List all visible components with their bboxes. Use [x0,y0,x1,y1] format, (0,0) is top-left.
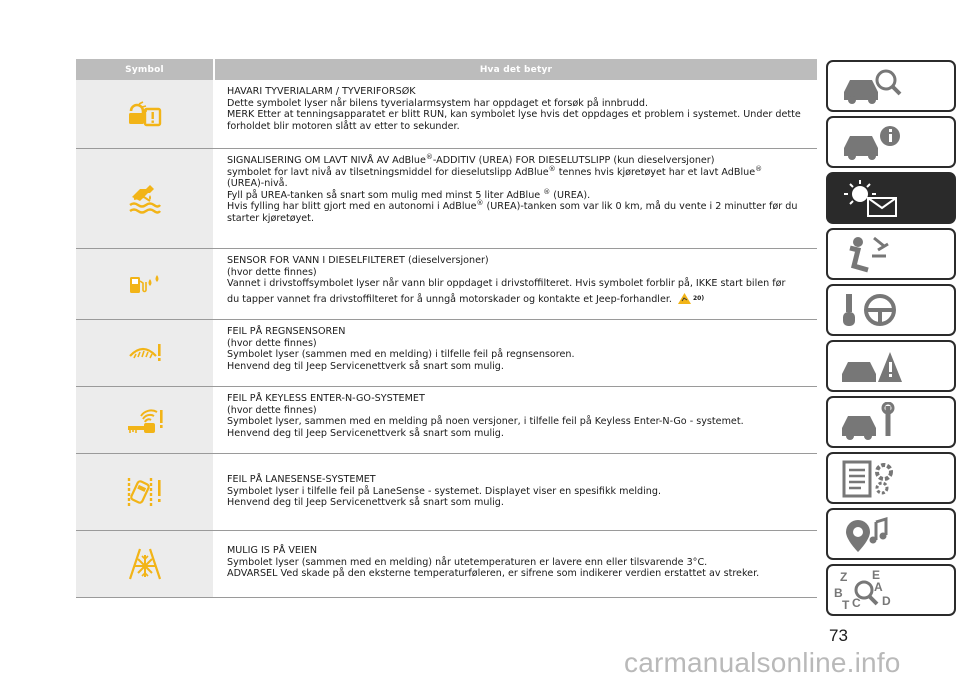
tab-safety[interactable] [826,228,956,284]
header-meaning: Hva det betyr [215,59,817,80]
tab-multimedia[interactable] [826,508,956,564]
row-text: Henvend deg til Jeep Servicenettverk så snart som mulig. [227,497,504,509]
alarm-padlock-icon [128,101,162,127]
table-row [76,531,817,598]
table-row [76,149,817,249]
ice-road-icon [127,547,163,581]
row-text: Henvend deg til Jeep Servicenettverk så snart som mulig. [227,360,504,372]
car-search-icon [838,66,908,108]
index-letter: C [852,596,861,610]
chapter-tabs [826,60,956,620]
row-title: HAVARI TYVERIALARM / TYVERIFORSØK [227,86,416,97]
key-steering-wheel-icon [838,290,908,332]
index-letter: B [834,586,843,600]
tab-warning-lights[interactable] [826,172,956,228]
car-info-icon [838,122,908,164]
tab-index[interactable] [826,564,956,620]
keyless-fault-icon [125,404,165,436]
watermark: carmanualsonline.info [624,647,901,678]
row-title: SENSOR FOR VANN I DIESELFILTERET (dieselversjoner) [227,255,489,266]
tab-emergency[interactable] [826,340,956,396]
warning-triangle-icon [678,293,691,304]
row-text: Symbolet lyser (sammen med en melding) i tilfelle feil på regnsensoren. [227,349,575,361]
table-header [76,59,817,80]
car-emergency-icon [838,346,908,388]
row-text: Henvend deg til Jeep Servicenettverk så snart som mulig. [227,427,504,439]
warning-lights-table [76,59,817,598]
table-row [76,454,817,531]
index-letter: T [842,598,850,612]
table-row [76,320,817,387]
row-title: FEIL PÅ REGNSENSOREN [227,326,346,337]
adblue-refill-icon [128,183,162,215]
row-title: FEIL PÅ LANESENSE-SYSTEMET [227,474,376,485]
tab-maintenance[interactable] [826,396,956,452]
row-text: Dette symbolet lyser når bilens tyverialarmsystem har oppdaget et forsøk på innbrudd. [227,97,649,109]
table-row [76,387,817,454]
specs-gear-icon [838,458,908,500]
page-number: 73 [829,626,848,645]
row-text: ADVARSEL Ved skade på den eksterne temperaturføleren, er sifrene som indikerer verdien erstattet av streker. [227,568,760,580]
row-text: symbolet for lavt nivå av tilsetningsmiddel for dieselutslipp AdBlue® tennes hvis kjøretøyet har et lavt AdBlue® [227,164,763,178]
row-title: MULIG IS PÅ VEIEN [227,545,318,556]
row-text: (hvor dette finnes) [227,266,317,278]
row-title: SIGNALISERING OM LAVT NIVÅ AV AdBlue®-ADDITIV (UREA) FOR DIESELUTSLIPP (kun dieselversjoner) [227,152,715,166]
row-text: Symbolet lyser (sammen med en melding) når utetemperaturen er lavere enn eller tilsvarende 3°C. [227,556,708,568]
airbag-seat-icon [838,234,908,276]
water-in-fuel-icon [128,273,162,295]
row-text: Vannet i drivstoffsymbolet lyser når vann blir oppdaget i drivstoffilteret. Hvis symbolet forblir på, IKKE start bilen før [227,278,786,290]
lanesense-fault-icon [125,474,165,510]
index-letter: Z [840,570,848,584]
table-row [76,80,817,149]
car-wrench-icon [838,402,908,444]
row-text: du tapper vannet fra drivstoffilteret for å unngå motorskader og kontakte et Jeep-forhandler. 20) [227,293,705,305]
row-text: Symbolet lyser, sammen med en melding på noen versjoner, i tilfelle feil på Keyless Enter-N-Go - systemet. [227,416,744,428]
warning-reference[interactable]: 20) [678,293,704,305]
row-text: Symbolet lyser i tilfelle feil på LaneSense - systemet. Displayet viser en spesifikk melding. [227,485,662,497]
multimedia-icon [838,514,908,556]
tab-technical-data[interactable] [826,452,956,508]
rain-sensor-fault-icon [128,342,162,364]
magnifier-icon [836,568,896,612]
tab-car-search[interactable] [826,60,956,116]
row-title: FEIL PÅ KEYLESS ENTER-N-GO-SYSTEMET [227,393,425,404]
row-text: (UREA)-nivå. [227,178,288,190]
index-letter: A [874,580,883,594]
header-symbol: Symbol [76,59,213,80]
table-row [76,249,817,320]
row-text: Hvis fylling har blitt gjort med en autonomi i AdBlue® (UREA)-tanken som var lik 0 km, må du vente i 2 minutter før du starter kjøretøyet. [227,199,798,224]
row-text: Fyll på UREA-tanken så snart som mulig med minst 5 liter AdBlue ® (UREA). [227,187,591,201]
row-note: MERK Etter at tenningsapparatet er blitt RUN, kan symbolet lyse hvis det oppdages et problem i systemet. Under dette forholdet blir motoren slått av etter to sekunder. [227,109,801,132]
row-text: (hvor dette finnes) [227,404,317,416]
warning-light-message-icon [838,178,908,220]
tab-car-info[interactable] [826,116,956,172]
index-letter: E [872,568,881,582]
row-text: (hvor dette finnes) [227,337,317,349]
tab-starting-driving[interactable] [826,284,956,340]
index-letter: D [882,594,891,608]
